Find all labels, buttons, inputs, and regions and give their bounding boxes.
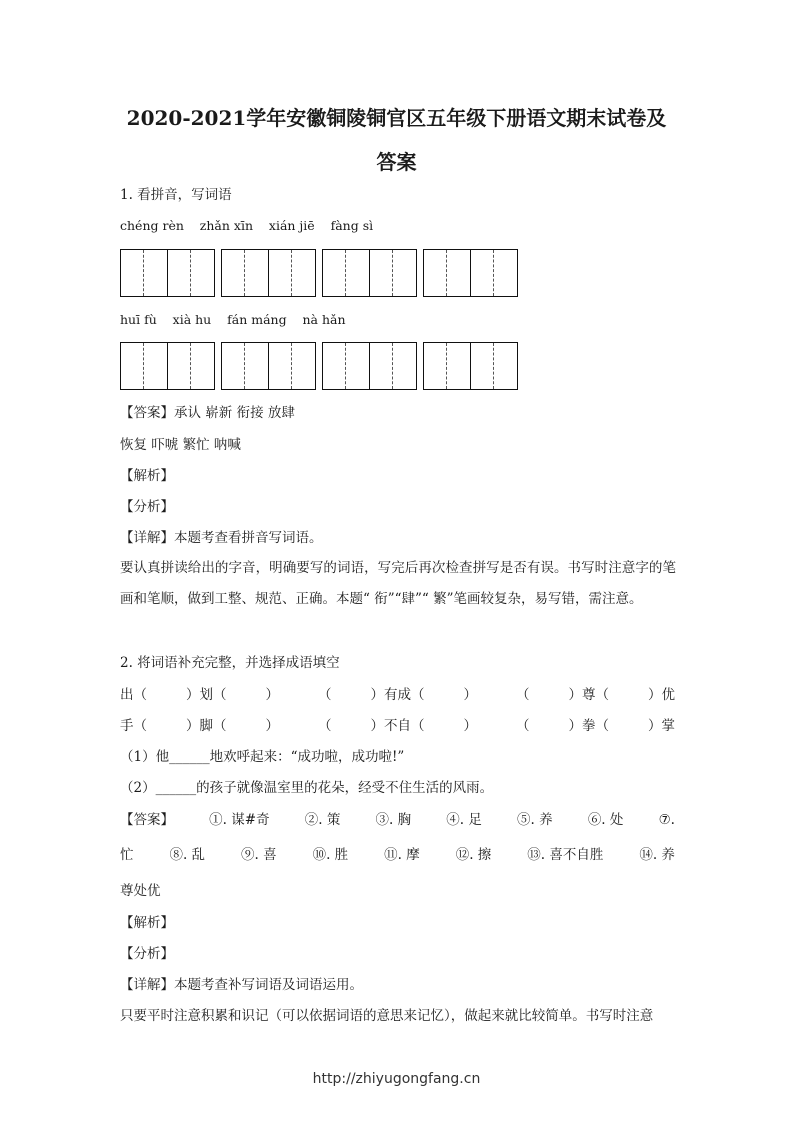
q2-sentence-1: （1）他______地欢呼起来：“成功啦，成功啦!” [120, 749, 405, 765]
answer-item: ⑤. 养 [517, 812, 553, 828]
writing-grid-box [221, 342, 316, 390]
footer-url: http://zhiyugongfang.cn [312, 1071, 481, 1087]
q2-answer-row-1 [120, 811, 675, 829]
q2-sentence-2: （2）______的孩子就像温室里的花朵，经受不住生活的风雨。 [120, 780, 494, 796]
idiom-fragment: ）尊（ [568, 687, 609, 703]
idiom-fragment: （ [516, 687, 530, 703]
answer-item: ①. 谋#奇 [209, 812, 270, 828]
q2-idiom-row-1 [120, 686, 675, 704]
answer-item: ⑫. 擦 [455, 847, 492, 863]
document-title [100, 96, 693, 184]
q1-answer-line-1: 【答案】承认 崭新 衔接 放肆 [120, 405, 295, 421]
q2-fenxi-label: 【分析】 [120, 946, 174, 962]
writing-grid-box [322, 342, 417, 390]
q2-heading: 2. 将词语补充完整，并选择成语填空 [120, 655, 340, 671]
answer-item: ⑬. 喜不自胜 [527, 847, 604, 863]
title-line-2: 答案 [376, 150, 417, 174]
idiom-fragment: ）不自（ [370, 718, 425, 734]
answer-item: ⑪. 摩 [384, 847, 420, 863]
q2-answer-row-2 [120, 846, 675, 864]
answer-item: 忙 [120, 847, 134, 863]
idiom-fragment: ） [265, 718, 279, 734]
title-line-1: 2020-2021学年安徽铜陵铜官区五年级下册语文期末试卷及 [126, 106, 667, 130]
writing-grid-box [221, 249, 316, 297]
answer-item: ⑨. 喜 [241, 847, 277, 863]
answer-item: ④. 足 [446, 812, 482, 828]
idiom-fragment: （ [516, 718, 530, 734]
q2-explanation-paragraph: 只要平时注意积累和识记（可以依据词语的意思来记忆），做起来就比较简单。书写时注意 [120, 1008, 654, 1024]
answer-item: ②. 策 [304, 812, 341, 828]
writing-grid-box [120, 342, 215, 390]
idiom-fragment: 出（ [120, 687, 147, 703]
answer-item: ⑩. 胜 [312, 847, 349, 863]
q1-analysis-label: 【解析】 [120, 468, 174, 484]
writing-grid-box [423, 249, 518, 297]
idiom-fragment: ） [463, 687, 477, 703]
answer-item: ③. 胸 [375, 812, 412, 828]
q1-detail: 【详解】本题考查看拼音写词语。 [120, 530, 323, 546]
idiom-fragment: （ [318, 718, 332, 734]
q1-pinyin-row-1: chéng rèn zhǎn xīn xián jiē fàng sì [120, 218, 374, 233]
idiom-fragment: ）脚（ [186, 718, 227, 734]
idiom-fragment: ）优 [648, 687, 675, 703]
writing-grid-box [423, 342, 518, 390]
answer-item: ⑥. 处 [587, 812, 624, 828]
idiom-fragment: ） [463, 718, 477, 734]
q1-answer-line-2: 恢复 吓唬 繁忙 呐喊 [120, 437, 241, 453]
q2-answer-row-3: 尊处优 [120, 883, 161, 899]
answer-item: 【答案】 [120, 812, 174, 828]
q1-explanation-paragraph: 要认真拼读给出的字音，明确要写的词语，写完后再次检查拼写是否有误。书写时注意字的笔画和笔顺，做到工整、规范、正确。本题“ 衔”“肆”“ 繁”笔画较复杂，易写错，需注意。 [120, 560, 676, 607]
idiom-fragment: ）掌 [648, 718, 675, 734]
idiom-fragment: ）拳（ [568, 718, 609, 734]
q2-analysis-label: 【解析】 [120, 915, 174, 931]
q1-fenxi-label: 【分析】 [120, 499, 174, 515]
idiom-fragment: ）划（ [186, 687, 227, 703]
q2-detail: 【详解】本题考查补写词语及词语运用。 [120, 977, 363, 993]
idiom-fragment: 手（ [120, 718, 147, 734]
q1-heading: 1. 看拼音，写词语 [120, 187, 232, 203]
answer-item: ⑧. 乱 [169, 847, 206, 863]
writing-grid-box [322, 249, 417, 297]
idiom-fragment: ）有成（ [370, 687, 425, 703]
idiom-fragment: ） [265, 687, 279, 703]
idiom-fragment: （ [318, 687, 332, 703]
q2-idiom-row-2 [120, 717, 675, 735]
q1-pinyin-row-2: huī fù xià hu fán máng nà hǎn [120, 312, 346, 327]
answer-item: ⑦. [658, 812, 675, 828]
answer-item: ⑭. 养 [639, 847, 675, 863]
writing-grid-box [120, 249, 215, 297]
